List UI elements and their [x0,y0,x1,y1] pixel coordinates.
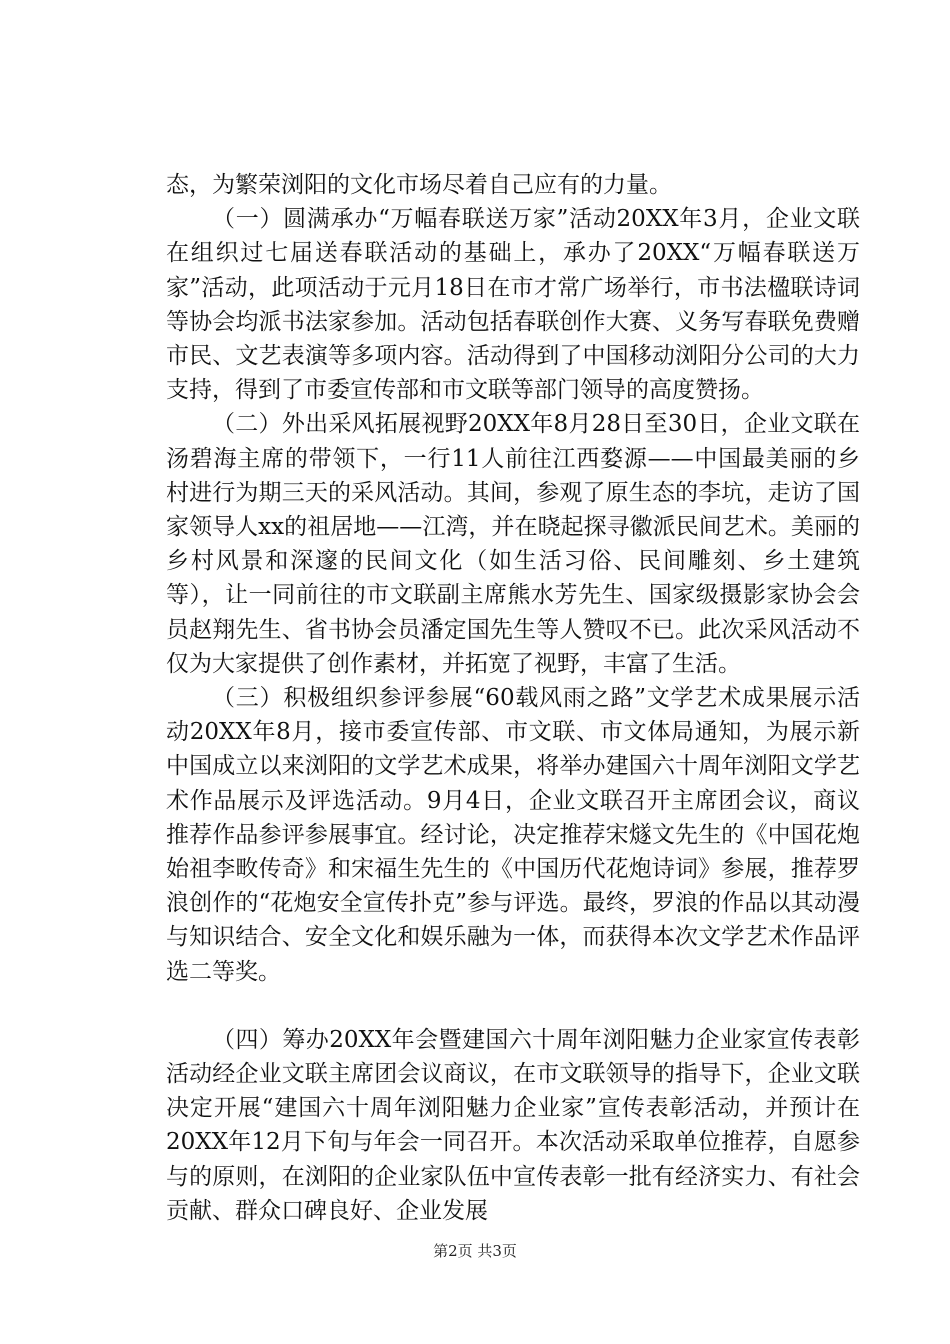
paragraph-section-1: （一）圆满承办“万幅春联送万家”活动20XX年3月，企业文联在组织过七届送春联活动的基础上，承办了20XX“万幅春联送万家”活动，此项活动于元月18日在市才常广场举行，市书法楹联诗词等协会均派书法家参加。活动包括春联创作大赛、义务写春联免费赠市民、文艺表演等多项内容。活动得到了中国移动浏阳分公司的大力支持，得到了市委宣传部和市文联等部门领导的高度赞扬。 [166,206,860,404]
document-body [166,168,860,1228]
paragraph-gap [166,989,860,1023]
paragraph-section-3: （三）积极组织参评参展“60载风雨之路”文学艺术成果展示活动20XX年8月，接市委宣传部、市文联、市文体局通知，为展示新中国成立以来浏阳的文学艺术成果，将举办建国六十周年浏阳文学艺术作品展示及评选活动。9月4日，企业文联召开主席团会议，商议推荐作品参评参展事宜。经讨论，决定推荐宋燧文先生的《中国花炮始祖李畋传奇》和宋福生先生的《中国历代花炮诗词》参展，推荐罗浪创作的“花炮安全宣传扑克”参与评选。最终，罗浪的作品以其动漫与知识结合、安全文化和娱乐融为一体，而获得本次文学艺术作品评选二等奖。 [166,685,860,985]
page-footer: 第2页 共3页 [433,1242,517,1260]
paragraph-section-4: （四）筹办20XX年会暨建国六十周年浏阳魅力企业家宣传表彰活动经企业文联主席团会议商议，在市文联领导的指导下，企业文联决定开展“建国六十周年浏阳魅力企业家”宣传表彰活动，并预计在20XX年12月下旬与年会一同召开。本次活动采取单位推荐，自愿参与的原则，在浏阳的企业家队伍中宣传表彰一批有经济实力、有社会贡献、群众口碑良好、企业发展 [166,1026,860,1224]
paragraph-continuation: 态，为繁荣浏阳的文化市场尽着自己应有的力量。 [166,172,672,198]
paragraph-section-2: （二）外出采风拓展视野20XX年8月28日至30日，企业文联在汤碧海主席的带领下，一行11人前往江西婺源——中国最美丽的乡村进行为期三天的采风活动。其间，参观了原生态的李坑，走访了国家领导人xx的祖居地——江湾，并在晓起探寻徽派民间艺术。美丽的乡村风景和深邃的民间文化（如生活习俗、民间雕刻、乡土建筑等），让一同前往的市文联副主席熊水芳先生、国家级摄影家协会会员赵翔先生、省书协会员潘定国先生等人赞叹不已。此次采风活动不仅为大家提供了创作素材，并拓宽了视野，丰富了生活。 [166,411,860,677]
